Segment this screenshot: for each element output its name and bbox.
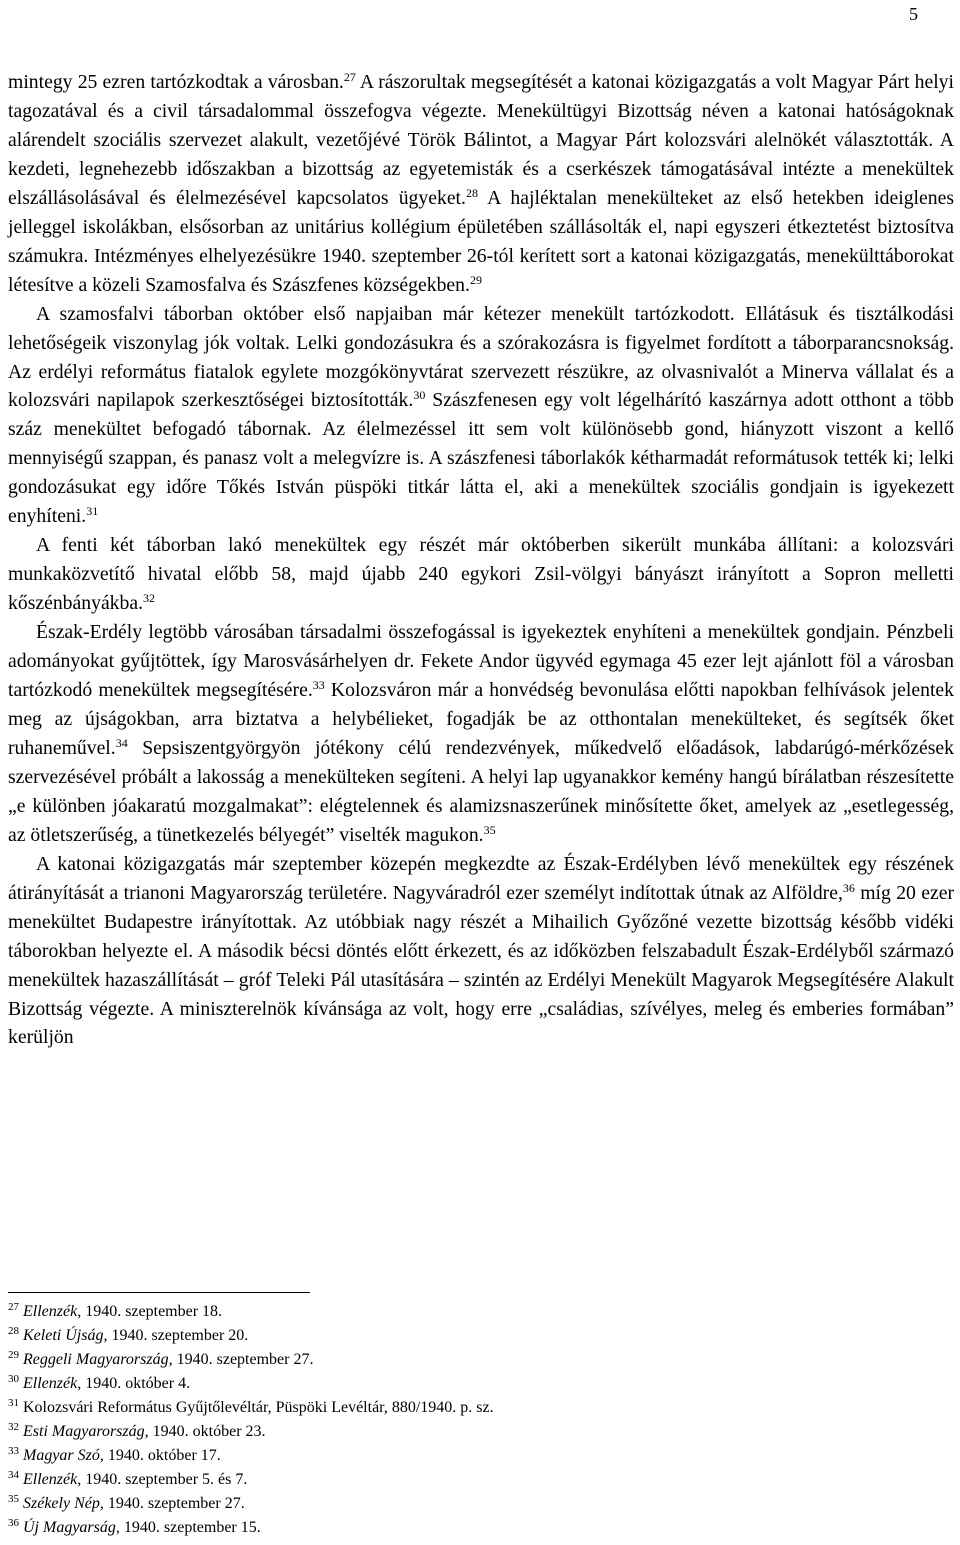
paragraph (8, 618, 954, 850)
paragraph-text: Sepsiszentgyörgyön jótékony célú rendezvények, műkedvelő előadások, labdarúgó-mérkőzések szervezésével próbált a lakosság a menekülteken segíteni. A helyi lap ugyanakkor kemény hangú bírálatban részesítette „e különben jóakaratú mozgalmakat”: elégtelennek és alamizsnaszerűnek minősítette őket, amelyek az „esetlegesség, az ötletszerűség, a tünetkezelés bélyegét” viselték magukon. (8, 736, 954, 846)
footnote-reference: 27 (343, 70, 356, 84)
footnote-number: 28 (8, 1325, 19, 1337)
paragraph-text: A hajléktalan menekülteket az első hetekben ideiglenes jelleggel iskolákban, elsősorban az unitárius kollégium épületében szállásolták el, napi egyszeri étkeztetést biztosítva számukra. Intézményes elhelyezésükre 1940. szeptember 26-tól kerített sort a katonai közigazgatás, menekülttáborokat létesítve a közeli Szamosfalva és Szászfenes községekben. (8, 186, 954, 296)
footnote-source: Reggeli Magyarország, (23, 1351, 173, 1368)
footnote-text: 1940. szeptember 15. (119, 1519, 261, 1536)
paragraph-text: Kolozsváron már a honvédség bevonulása előtti napokban felhívások jelentek meg az újságokban, arra biztatva a helybélieket, fogadják be az otthontalan menekülteket, és segítsék őket ruhaneművel. (8, 679, 954, 759)
footnotes (8, 1300, 948, 1540)
footnote-number: 34 (8, 1469, 19, 1481)
paragraph-text: Szászfenesen egy volt légelhárító kaszárnya adott otthont a több száz menekültet befogadó tábornak. Az élelmezéssel itt sem volt különösebb gond, hiányzott viszont a kellő mennyiségű szappan, és panasz volt a melegvízre is. A szászfenesi táborlakók kétharmadát reformátusok tették ki; lelki gondozásukat egy időre Tőkés István püspöki titkár látta el, aki a menekültek szociális gondjain is igyekezett enyhíteni. (8, 389, 954, 528)
footnote-number: 33 (8, 1445, 19, 1457)
footnote-text: Kolozsvári Református Gyűjtőlevéltár, Püspöki Levéltár, 880/1940. p. sz. (23, 1399, 494, 1416)
footnote-number: 30 (8, 1373, 19, 1385)
footnote (8, 1468, 948, 1492)
footnote-source: Székely Nép, (23, 1495, 104, 1512)
footnote-text: 1940. szeptember 27. (103, 1495, 245, 1512)
paragraph (8, 531, 954, 618)
footnote (8, 1516, 948, 1540)
footnote-text: 1940. szeptember 27. (172, 1351, 314, 1368)
footnote-source: Ellenzék, (23, 1471, 82, 1488)
footnote-reference: 30 (413, 388, 426, 403)
paragraph-text: A katonai közigazgatás már szeptember közepén megkezdte az Észak-Erdélyben lévő menekültek egy részének átirányítását a trianoni Magyarország területére. Nagyváradról ezer személyt indítottak útnak az Alföldre, (8, 852, 954, 904)
footnote-reference: 29 (469, 272, 482, 287)
footnote (8, 1396, 948, 1420)
footnote-source: Keleti Újság, (23, 1327, 108, 1344)
footnote (8, 1492, 948, 1516)
footnote-number: 31 (8, 1397, 19, 1409)
paragraph-text: mintegy 25 ezren tartózkodtak a városban. (8, 71, 344, 93)
footnote (8, 1324, 948, 1348)
footnote-number: 32 (8, 1421, 19, 1433)
footnote-source: Ellenzék, (23, 1303, 82, 1320)
footnote-reference: 35 (483, 822, 496, 837)
footnote-source: Új Magyarság, (23, 1519, 120, 1536)
footnote-separator (8, 1292, 310, 1293)
paragraph (8, 68, 954, 300)
footnote-number: 36 (8, 1517, 19, 1529)
footnote (8, 1444, 948, 1468)
paragraph (8, 850, 954, 1053)
footnote (8, 1300, 948, 1324)
footnote-number: 27 (8, 1301, 19, 1313)
footnote-reference: 36 (842, 880, 855, 895)
footnote-text: 1940. szeptember 18. (81, 1303, 223, 1320)
footnote (8, 1348, 948, 1372)
footnote-text: 1940. október 4. (81, 1375, 191, 1392)
page-number: 5 (909, 4, 918, 24)
paragraph-text: Észak-Erdély legtöbb városában társadalmi összefogással is igyekeztek enyhíteni a menekültek gondjain. Pénzbeli adományokat gyűjtöttek, így Marosvásárhelyen dr. Fekete Andor ügyvéd egymaga 45 ezer lejt ajánlott föl a városban tartózkodó menekültek megsegítésére. (8, 621, 954, 702)
footnote-text: 1940. október 23. (148, 1423, 266, 1440)
paragraph-text: A fenti két táborban lakó menekültek egy részét már októberben sikerült munkába állítani: a kolozsvári munkaközvetítő hivatal előbb 58, majd újabb 240 egykori Zsil-völgyi bányászt irányított a Sopron melletti kőszénbányákba. (8, 534, 954, 615)
paragraph-text: A rászorultak megsegítését a katonai közigazgatás a volt Magyar Párt helyi tagozatával és a civil társadalommal összefogva végezte. Menekültügyi Bizottság néven a katonai hatóságoknak alárendelt szociális szervezet alakult, vezetőjévé Török Bálintot, a Magyar Párt kolozsvári alelnökét választották. A kezdeti, legnehezebb időszakban a bizottság az egyetemisták és a cserkészek támogatásával intézte a menekültek elszállásolásával és élelmezésével kapcsolatos ügyeket. (8, 71, 954, 209)
paragraph-text: míg 20 ezer menekültet Budapestre irányítottak. Az utóbbiak nagy részét a Mihailich Győzőné vezette bizottság később vidéki táborokban helyezte el. A második bécsi döntés előtt érkezett, és az időközben felszabadult Észak-Erdélyből származó menekültek hazaszállítását – gróf Teleki Pál utasítására – szintén az Erdélyi Menekült Magyarok Megsegítésére Alakult Bizottság végezte. A miniszterelnök kívánsága az volt, hogy erre „családias, szívélyes, meleg és emberies formában” kerüljön (8, 881, 954, 1049)
footnote-reference: 32 (143, 591, 156, 606)
footnote (8, 1420, 948, 1444)
paragraph-text: A szamosfalvi táborban október első napjaiban már kétezer menekült tartózkodott. Ellátásuk és tisztálkodási lehetőségeik viszonylag jók voltak. Lelki gondozásukra és a szórakozásra is figyelmet fordított a táborparancsnokság. Az erdélyi református fiatalok egylete mozgókönyvtárat szervezett részükre, az olvasnivalót a Minerva vállalat és a kolozsvári napilapok szerkesztőségei biztosították. (8, 302, 954, 412)
footnote-text: 1940. szeptember 20. (107, 1327, 249, 1344)
footnote-number: 35 (8, 1493, 19, 1505)
footnote-number: 29 (8, 1349, 19, 1361)
footnote-text: 1940. október 17. (103, 1447, 221, 1464)
footnote-reference: 28 (465, 185, 478, 200)
footnote (8, 1372, 948, 1396)
footnote-source: Ellenzék, (23, 1375, 82, 1392)
footnote-reference: 34 (115, 735, 128, 750)
paragraph (8, 300, 954, 532)
footnote-source: Magyar Szó, (23, 1447, 104, 1464)
footnote-source: Esti Magyarország, (23, 1423, 149, 1440)
footnote-reference: 33 (312, 678, 325, 693)
footnote-reference: 31 (86, 504, 99, 519)
body-text (8, 68, 954, 1052)
footnote-text: 1940. szeptember 5. és 7. (81, 1471, 248, 1488)
